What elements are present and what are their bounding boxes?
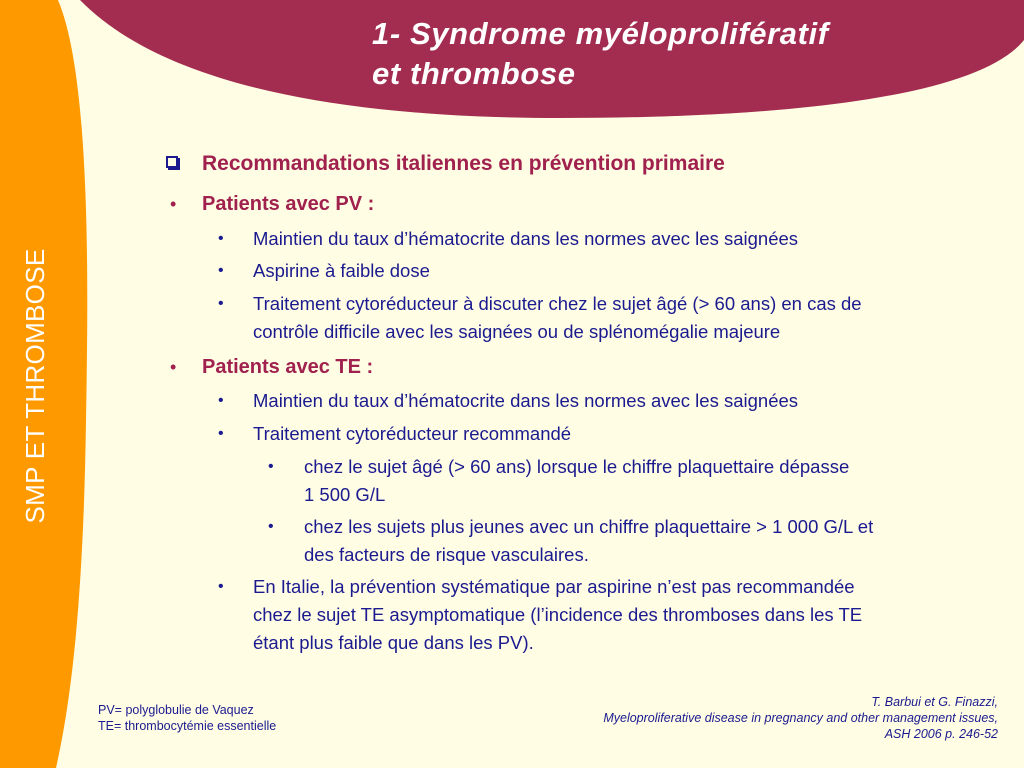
pv-heading: Patients avec PV : bbox=[202, 193, 375, 215]
list-item: Maintien du taux d’hématocrite dans les normes avec les saignées bbox=[253, 228, 799, 249]
list-item-continuation: chez le sujet TE asymptomatique (l’incidence des thromboses dans les TE bbox=[253, 604, 863, 625]
list-item: Traitement cytoréducteur à discuter chez le sujet âgé (> 60 ans) en cas de bbox=[253, 293, 862, 314]
sub-list-item-continuation: 1 500 G/L bbox=[304, 484, 386, 505]
reference-note bbox=[603, 694, 998, 742]
list-item: En Italie, la prévention systématique par aspirine n’est pas recommandée bbox=[253, 576, 855, 597]
list-item: Maintien du taux d’hématocrite dans les normes avec les saignées bbox=[253, 390, 799, 411]
reference-line: ASH 2006 p. 246-52 bbox=[884, 727, 998, 741]
te-heading: Patients avec TE : bbox=[202, 356, 374, 378]
sidebar-label: SMP ET THROMBOSE bbox=[20, 248, 50, 524]
bullet-icon: • bbox=[218, 262, 224, 279]
reference-line: Myeloproliferative disease in pregnancy and other management issues, bbox=[603, 711, 998, 725]
abbreviation-line: TE= thrombocytémie essentielle bbox=[98, 719, 277, 733]
bullet-icon: • bbox=[218, 425, 224, 442]
page-title bbox=[372, 14, 1012, 94]
list-item-continuation: étant plus faible que dans les PV). bbox=[253, 632, 534, 653]
sub-list-item-continuation: des facteurs de risque vasculaires. bbox=[304, 544, 589, 565]
bullet-icon: • bbox=[218, 578, 224, 595]
reference-line: T. Barbui et G. Finazzi, bbox=[871, 695, 998, 709]
bullet-icon: • bbox=[218, 295, 224, 312]
abbreviation-line: PV= polyglobulie de Vaquez bbox=[98, 703, 254, 717]
list-item-continuation: contrôle difficile avec les saignées ou de splénomégalie majeure bbox=[253, 321, 781, 342]
list-item: Traitement cytoréducteur recommandé bbox=[253, 423, 572, 444]
section-heading: Recommandations italiennes en prévention primaire bbox=[202, 152, 725, 175]
page-title-line-2: et thrombose bbox=[372, 56, 576, 91]
checkbox-square-icon bbox=[166, 156, 178, 168]
bullet-icon: • bbox=[268, 458, 274, 475]
bullet-icon: • bbox=[170, 194, 177, 214]
sub-list-item: chez le sujet âgé (> 60 ans) lorsque le chiffre plaquettaire dépasse bbox=[304, 456, 850, 477]
page-title-line-1: 1- Syndrome myéloprolifératif bbox=[372, 16, 829, 51]
sub-list-item: chez les sujets plus jeunes avec un chiffre plaquettaire > 1 000 G/L et bbox=[304, 516, 874, 537]
bullet-icon: • bbox=[268, 518, 274, 535]
bullet-icon: • bbox=[170, 357, 177, 377]
list-item: Aspirine à faible dose bbox=[253, 260, 430, 281]
bullet-icon: • bbox=[218, 392, 224, 409]
abbreviations-note bbox=[98, 702, 276, 734]
bullet-icon: • bbox=[218, 230, 224, 247]
